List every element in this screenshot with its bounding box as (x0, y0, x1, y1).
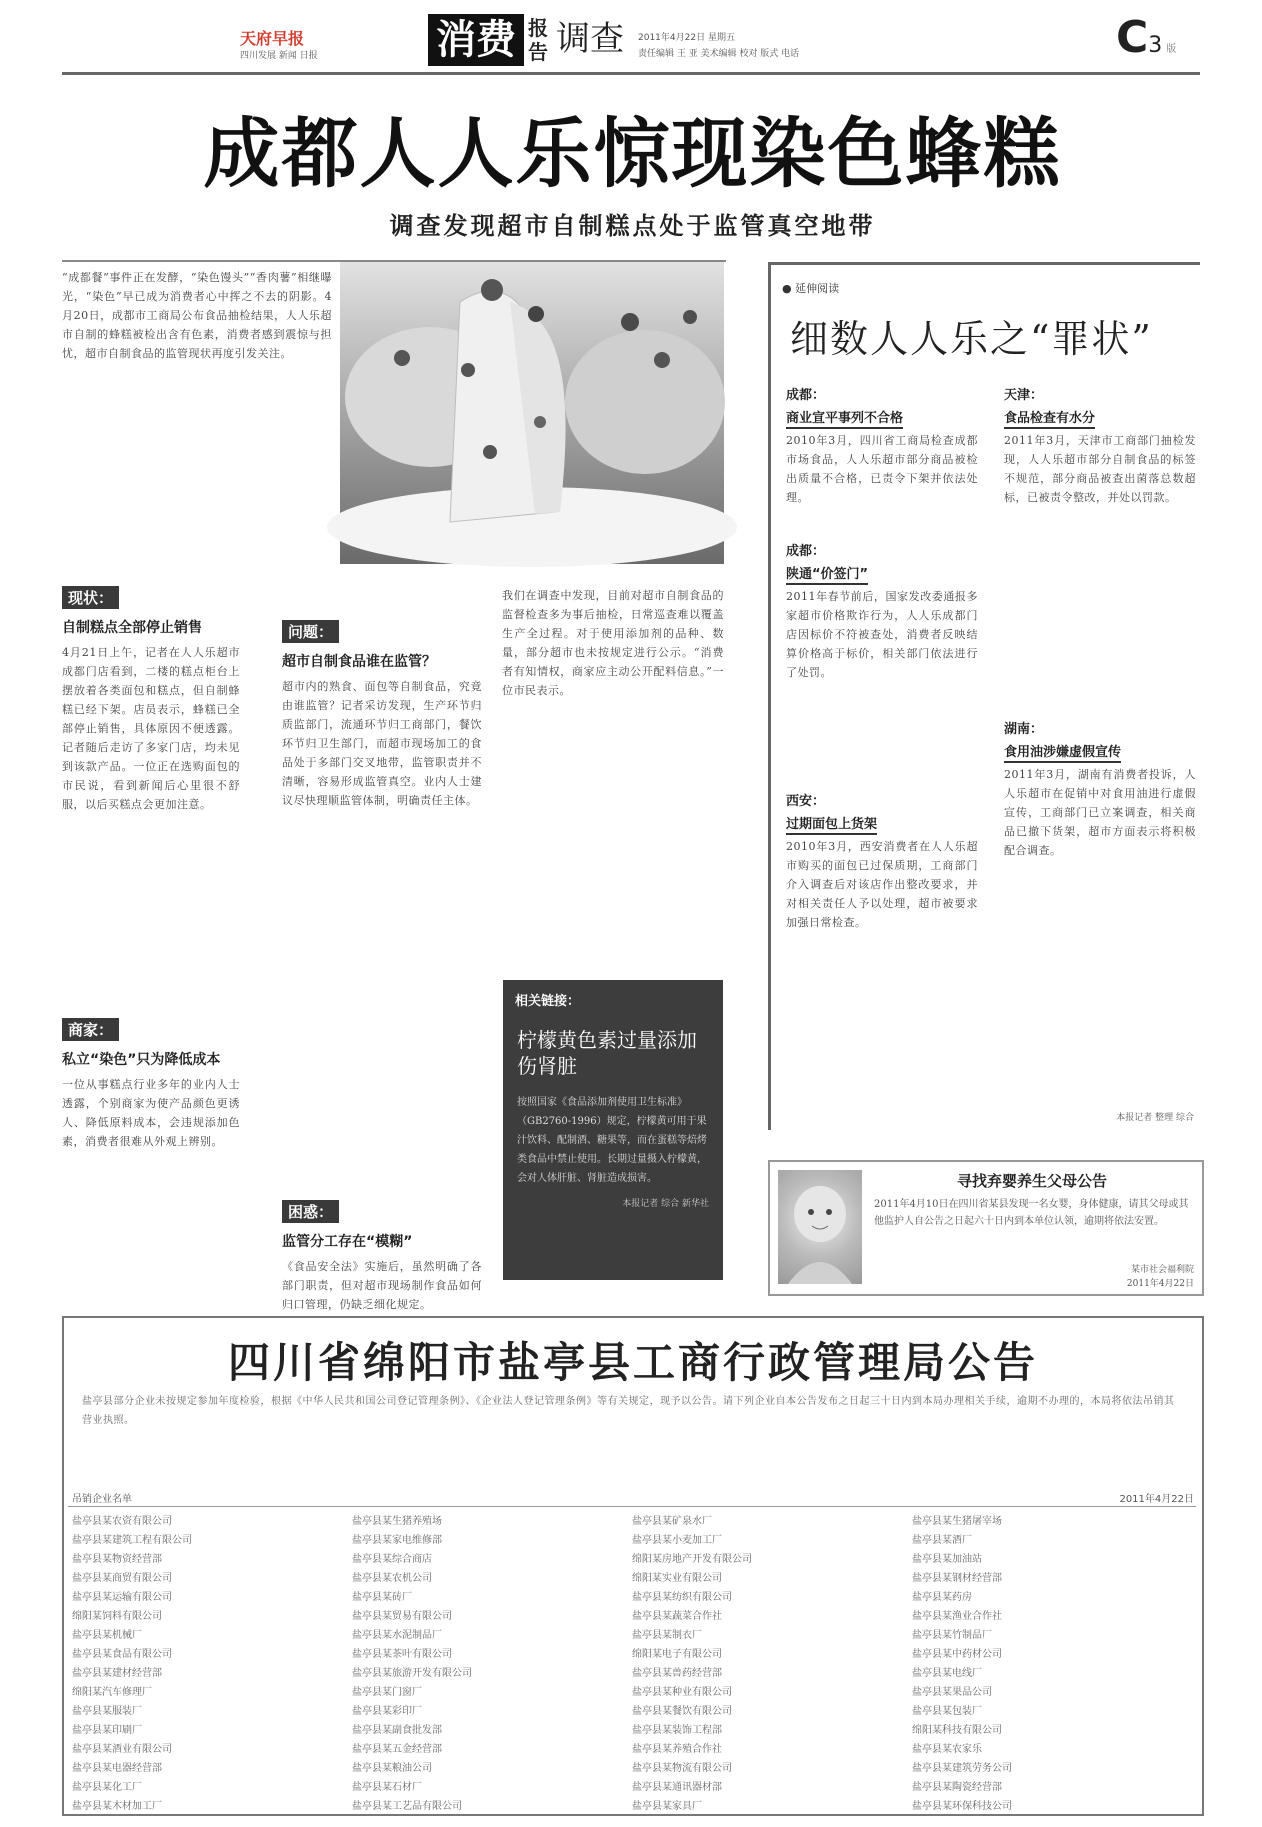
company-list-item: 盐亭县某矿泉水厂 (632, 1516, 712, 1527)
company-column-2 (352, 1512, 622, 1816)
baby-photo (778, 1170, 862, 1284)
sidebar-item-title: 陕通“价签门” (786, 563, 868, 585)
sidebar-source: 本报记者 整理 综合 (1116, 1113, 1194, 1123)
sidebar-item-chengdu-2 (786, 540, 978, 768)
company-list-item: 盐亭县某药房 (912, 1592, 972, 1603)
page-letter: C (1116, 12, 1149, 63)
company-list-item: 盐亭县某化工厂 (72, 1782, 142, 1793)
company-list-item: 盐亭县某渔业合作社 (912, 1611, 1002, 1622)
sidebar-item-text: 2011年3月，湖南有消费者投诉，人人乐超市在促销中对食用油进行虚假宣传，工商部门已立案调查，相关商品已撤下货架，超市方面表示将积极配合调查。 (1004, 768, 1196, 857)
company-list-rule (68, 1506, 1196, 1507)
company-list-item: 盐亭县某水泥制品厂 (352, 1630, 442, 1641)
company-list-item: 盐亭县某果品公司 (912, 1687, 992, 1698)
company-list-item: 盐亭县某副食批发部 (352, 1725, 442, 1736)
section-small-label: 报告 (528, 16, 548, 64)
company-list-item: 盐亭县某运输有限公司 (72, 1592, 172, 1603)
company-list-item: 盐亭县某通讯器材部 (632, 1782, 722, 1793)
company-list-item: 盐亭县某陶瓷经营部 (912, 1782, 1002, 1793)
company-list-item: 盐亭县某环保科技公司 (912, 1801, 1012, 1812)
sidebar-kicker (782, 280, 839, 296)
missing-notice-org: 某市社会福利院 (1130, 1265, 1194, 1275)
section-title: 超市自制食品谁在监管？ (282, 654, 436, 670)
company-list-item: 盐亭县某中药材公司 (912, 1649, 1002, 1660)
related-body: 按照国家《食品添加剂使用卫生标准》（GB2760-1996）规定，柠檬黄可用于果汁饮料、配制酒、糖果等，而在蛋糕等焙烤类食品中禁止使用。长期过量摄入柠檬黄，会对人体肝脏、肾脏造成损害。 (517, 1097, 707, 1184)
section-body: 4月21日上午，记者在人人乐超市成都门店看到，二楼的糕点柜台上摆放着各类面包和糕点，但自制蜂糕已经下架。店员表示，蜂糕已全部停止销售，具体原因不便透露。记者随后走访了多家门店，均未见到该款产品。一位正在选购面包的市民说，看到新闻后心里很不舒服，以后买糕点会更加注意。 (62, 646, 240, 811)
company-list-item: 盐亭县某石材厂 (352, 1782, 422, 1793)
company-column-1 (72, 1512, 342, 1816)
company-list-item: 盐亭县某餐饮有限公司 (632, 1706, 732, 1717)
sidebar-item-text: 2011年春节前后，国家发改委通报多家超市价格欺诈行为，人人乐成都门店因标价不符被查处，消费者反映结算价格高于标价，相关部门依法进行了处罚。 (786, 590, 978, 679)
missing-notice-text: 2011年4月10日在四川省某县发现一名女婴，身体健康，请其父母或其他监护人自公告之日起六十日内到本单位认领，逾期将依法安置。 (874, 1199, 1189, 1227)
company-list-item: 盐亭县某茶叶有限公司 (352, 1649, 452, 1660)
company-list-item: 盐亭县某印刷厂 (72, 1725, 142, 1736)
middle-column-text: 我们在调查中发现，目前对超市自制食品的监督检查多为事后抽检，日常巡查难以覆盖生产全过程。对于使用添加剂的品种、数量，部分超市也未按规定进行公示。“消费者有知情权，商家应主动公开配料信息。”一位市民表示。 (502, 589, 724, 697)
section-tag: 困惑： (282, 1200, 339, 1223)
company-list-item: 盐亭县某制衣厂 (632, 1630, 702, 1641)
sidebar-item-text: 2011年3月，天津市工商部门抽检发现，人人乐超市部分自制食品的标签不规范，部分商品被查出菌落总数超标，已被责令整改，并处以罚款。 (1004, 434, 1196, 504)
related-label: 相关链接： (515, 994, 581, 1009)
company-list-item: 盐亭县某家具厂 (632, 1801, 702, 1812)
section-title: 监管分工存在“模糊” (282, 1234, 413, 1250)
section-status (62, 586, 240, 1006)
main-headline: 成都人人乐惊现染色蜂糕 (203, 109, 1062, 198)
masthead-rule (62, 72, 1200, 75)
sidebar-item-chengdu-1 (786, 384, 978, 534)
company-list-item: 盐亭县某种业有限公司 (632, 1687, 732, 1698)
company-list-item: 盐亭县某加油站 (912, 1554, 982, 1565)
company-list-item: 盐亭县某服装厂 (72, 1706, 142, 1717)
bullet-icon: ● (782, 282, 792, 295)
sidebar-item-city: 成都： (786, 544, 826, 559)
bottom-notice-intro: 盐亭县部分企业未按规定参加年度检验，根据《中华人民共和国公司登记管理条例》、《企业法人登记管理条例》等有关规定，现予以公告。请下列企业自本公告发布之日起三十日内到本局办理相关手续，逾期不办理的，本局将依法吊销其营业执照。 (82, 1396, 1175, 1426)
section-tag: 问题： (282, 620, 339, 643)
sub-headline: 调查发现超市自制糕点处于监管真空地带 (389, 211, 876, 240)
paper-logo: 天府早报 (240, 29, 305, 48)
company-list-item: 盐亭县某机械厂 (72, 1630, 142, 1641)
missing-notice-title: 寻找弃婴养生父母公告 (956, 1172, 1107, 1190)
sidebar-item-text: 2010年3月，西安消费者在人人乐超市购买的面包已过保质期，工商部门介入调查后对该店作出整改要求，并对相关责任人予以处理，超市被要求加强日常检查。 (786, 840, 978, 929)
editors-line: 责任编辑 王 亚 美术编辑 校对 版式 电话 (638, 49, 800, 59)
company-list-item: 绵阳某房地产开发有限公司 (632, 1554, 752, 1565)
sidebar-item-xian (786, 790, 978, 1120)
company-column-3 (632, 1512, 902, 1816)
sidebar-item-hunan (1004, 718, 1196, 1098)
company-list-item: 盐亭县某纺织有限公司 (632, 1592, 732, 1603)
company-list-item: 盐亭县某家电维修部 (352, 1535, 442, 1546)
company-list-item: 盐亭县某养殖合作社 (632, 1744, 722, 1755)
company-list-item: 盐亭县某贸易有限公司 (352, 1611, 452, 1622)
company-list-item: 盐亭县某兽药经营部 (632, 1668, 722, 1679)
company-list-item: 盐亭县某生猪屠宰场 (912, 1516, 1002, 1527)
company-list-item: 盐亭县某钢材经营部 (912, 1573, 1002, 1584)
company-list-item: 盐亭县某旅游开发有限公司 (352, 1668, 472, 1679)
bottom-notice (62, 1316, 1204, 1816)
company-list-item: 盐亭县某竹制品厂 (912, 1630, 992, 1641)
company-list-item: 绵阳某电子有限公司 (632, 1649, 722, 1660)
company-list-item: 盐亭县某酒厂 (912, 1535, 972, 1546)
bottom-notice-date: 2011年4月22日 (1119, 1494, 1194, 1505)
company-list-label: 吊销企业名单 (72, 1494, 132, 1505)
page-suffix: 版 (1166, 44, 1177, 55)
company-list-item: 盐亭县某蔬菜合作社 (632, 1611, 722, 1622)
kicker-text: 延伸阅读 (795, 282, 840, 295)
section-body: 超市内的熟食、面包等自制食品，究竟由谁监管？记者采访发现，生产环节归质监部门，流通环节归工商部门，餐饮环节归卫生部门，而超市现场加工的食品处于多部门交叉地带，监管职责并不清晰，容易形成监管真空。业内人士建议尽快理顺监管体制，明确责任主体。 (282, 680, 482, 807)
company-list-item: 盐亭县某综合商店 (352, 1554, 432, 1565)
section-problem (282, 620, 482, 1180)
section-black-label: 消费 (428, 14, 524, 66)
date-line: 2011年4月22日 星期五 (638, 33, 735, 43)
company-list-item: 盐亭县某五金经营部 (352, 1744, 442, 1755)
sidebar-item-city: 天津： (1004, 388, 1044, 403)
cake-photo (340, 262, 724, 564)
company-list-item: 绵阳某实业有限公司 (632, 1573, 722, 1584)
cake-illustration (340, 262, 724, 564)
section-merchant (62, 1018, 240, 1298)
company-list-item: 盐亭县某建筑劳务公司 (912, 1763, 1012, 1774)
bottom-notice-title: 四川省绵阳市盐亭县工商行政管理局公告 (227, 1338, 1038, 1387)
company-list-item: 盐亭县某生猪养殖场 (352, 1516, 442, 1527)
company-list-item: 盐亭县某食品有限公司 (72, 1649, 172, 1660)
related-title: 柠檬黄色素过量添加伤肾脏 (517, 1028, 697, 1078)
company-list-item: 盐亭县某门窗厂 (352, 1687, 422, 1698)
page-number (1116, 12, 1176, 63)
sidebar-item-city: 成都： (786, 388, 826, 403)
company-list-item: 盐亭县某粮油公司 (352, 1763, 432, 1774)
company-list-item: 盐亭县某装饰工程部 (632, 1725, 722, 1736)
company-list-item: 盐亭县某电器经营部 (72, 1763, 162, 1774)
company-list-item: 盐亭县某彩印厂 (352, 1706, 422, 1717)
sidebar-item-city: 西安： (786, 794, 826, 809)
company-list-item: 盐亭县某商贸有限公司 (72, 1573, 172, 1584)
related-link-box (503, 980, 723, 1280)
section-title: 私立“染色”只为降低成本 (62, 1052, 221, 1068)
sidebar-item-title: 食用油涉嫌虚假宣传 (1004, 741, 1121, 763)
company-list-item: 盐亭县某木材加工厂 (72, 1801, 162, 1812)
sidebar-item-city: 湖南： (1004, 722, 1044, 737)
sidebar-item-text: 2010年3月，四川省工商局检查成都市场食品，人人乐超市部分商品被检出质量不合格，已责令下架并依法处理。 (786, 434, 978, 504)
company-column-4 (912, 1512, 1182, 1816)
section-title: 自制糕点全部停止销售 (62, 620, 202, 636)
company-list-item: 盐亭县某工艺品有限公司 (352, 1801, 462, 1812)
missing-notice-box (768, 1160, 1204, 1296)
sidebar-item-title: 商业宣平事列不合格 (786, 407, 903, 429)
company-list-item: 盐亭县某建筑工程有限公司 (72, 1535, 192, 1546)
company-list-item: 绵阳某科技有限公司 (912, 1725, 1002, 1736)
sidebar-rule-top (768, 262, 1200, 265)
section-tag: 现状： (62, 586, 119, 609)
page-digit: 3 (1148, 33, 1163, 58)
company-list-item: 盐亭县某农机公司 (352, 1573, 432, 1584)
section-body: 《食品安全法》实施后，虽然明确了各部门职责，但对超市现场制作食品如何归口管理，仍缺乏细化规定。 (282, 1260, 482, 1311)
company-list-item: 盐亭县某农资有限公司 (72, 1516, 172, 1527)
sidebar-title: 细数人人乐之“罪状” (790, 317, 1153, 361)
section-tag: 商家： (62, 1018, 119, 1041)
company-list-item: 盐亭县某物流有限公司 (632, 1763, 732, 1774)
baby-illustration (778, 1170, 862, 1284)
sidebar-item-title: 过期面包上货架 (786, 813, 877, 835)
missing-notice-date: 2011年4月22日 (1126, 1279, 1194, 1289)
masthead (60, 8, 1205, 70)
sidebar-item-title: 食品检查有水分 (1004, 407, 1095, 429)
related-source: 本报记者 综合 新华社 (622, 1199, 709, 1209)
company-list-item: 绵阳某饲料有限公司 (72, 1611, 162, 1622)
section-big-label: 调查 (556, 19, 624, 59)
company-list-item: 盐亭县某包装厂 (912, 1706, 982, 1717)
company-list-item: 盐亭县某酒业有限公司 (72, 1744, 172, 1755)
company-list-item: 绵阳某汽车修理厂 (72, 1687, 152, 1698)
company-list-item: 盐亭县某电线厂 (912, 1668, 982, 1679)
company-list-item: 盐亭县某建材经营部 (72, 1668, 162, 1679)
paper-subtitle: 四川发展 新闻 日报 (240, 51, 318, 61)
company-list-item: 盐亭县某砖厂 (352, 1592, 412, 1603)
section-body: 一位从事糕点行业多年的业内人士透露，个别商家为使产品颜色更诱人、降低原料成本，会违规添加色素，消费者很难从外观上辨别。 (62, 1078, 240, 1148)
company-list-item: 盐亭县某物资经营部 (72, 1554, 162, 1565)
company-list-item: 盐亭县某小麦加工厂 (632, 1535, 722, 1546)
sidebar-item-tianjin (1004, 384, 1196, 704)
lead-paragraph: “成都餐”事件正在发酵，“染色馒头”“香肉薯”相继曝光，“染色”早已成为消费者心中挥之不去的阴影。4月20日，成都市工商局公布食品抽检结果，人人乐超市自制的蜂糕被检出含有色素，消费者感到震惊与担忧，超市自制食品的监管现状再度引发关注。 (62, 271, 332, 360)
section-confusion (282, 1200, 482, 1311)
sidebar-rule-left (768, 262, 771, 1130)
company-list-item: 盐亭县某农家乐 (912, 1744, 982, 1755)
